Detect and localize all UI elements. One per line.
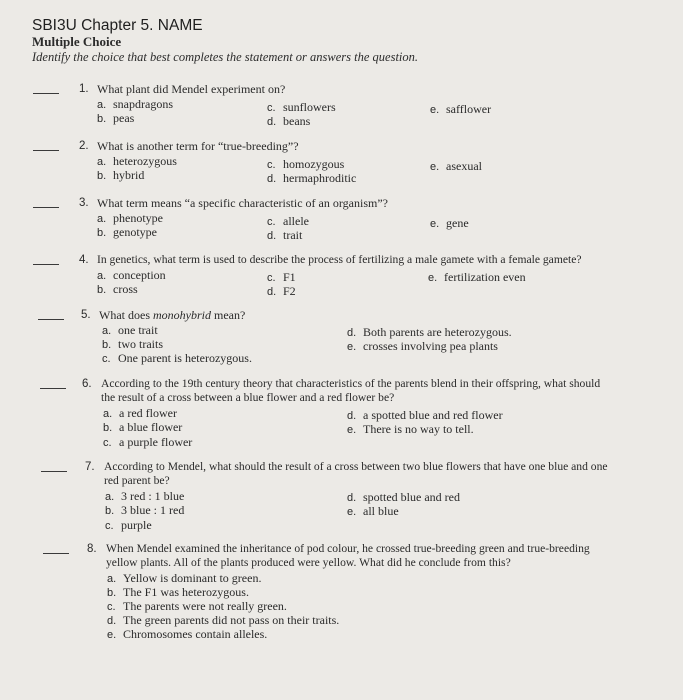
option-text: F1 [283, 270, 296, 284]
option-text: peas [113, 111, 135, 125]
option-d[interactable] [347, 408, 503, 423]
option-letter: d. [107, 615, 117, 627]
option-text: Chromosomes contain alleles. [123, 627, 268, 641]
option-letter: b. [97, 170, 107, 182]
option-letter: a. [97, 156, 107, 168]
option-text: beans [283, 114, 311, 128]
option-text: There is no way to tell. [363, 422, 474, 436]
option-text: genotype [113, 225, 157, 239]
option-e[interactable] [347, 422, 474, 437]
option-text: one trait [118, 323, 158, 337]
option-letter: e. [107, 629, 117, 641]
question-text-line-2: red parent be? [104, 474, 170, 487]
section-heading: Multiple Choice [32, 34, 122, 49]
option-c[interactable] [103, 435, 192, 450]
question-text-line-1: According to Mendel, what should the result of a cross between two blue flowers that have one blue and one [104, 460, 608, 473]
option-letter: b. [107, 587, 117, 599]
option-e[interactable] [430, 159, 482, 174]
option-b[interactable] [97, 111, 134, 126]
option-text: The parents were not really green. [123, 599, 287, 613]
option-letter: d. [347, 410, 357, 422]
option-c[interactable] [107, 599, 287, 614]
option-letter: b. [97, 284, 107, 296]
question-text-emphasis: monohybrid [152, 308, 211, 322]
option-text: asexual [446, 159, 482, 173]
option-letter: c. [105, 520, 114, 532]
option-text: 3 blue : 1 red [121, 503, 185, 517]
option-d[interactable] [267, 284, 296, 299]
option-text: a spotted blue and red flower [363, 408, 503, 422]
question-number: 4. [79, 254, 89, 266]
option-a[interactable] [97, 211, 163, 226]
option-a[interactable] [103, 406, 177, 421]
instructions: Identify the choice that best completes the statement or answers the question. [32, 50, 419, 64]
option-letter: d. [267, 173, 277, 185]
option-text: safflower [446, 102, 492, 116]
option-text: F2 [283, 284, 296, 298]
option-letter: a. [107, 573, 117, 585]
option-letter: b. [105, 505, 115, 517]
option-c[interactable] [105, 518, 152, 533]
option-letter: c. [107, 601, 116, 613]
option-text: Yellow is dominant to green. [123, 571, 262, 585]
option-letter: b. [103, 422, 113, 434]
option-letter: d. [267, 116, 277, 128]
question-text: What is another term for “true-breeding”? [97, 139, 299, 153]
option-d[interactable] [267, 171, 356, 186]
option-letter: a. [103, 408, 113, 420]
question-text-line-2: yellow plants. All of the plants produced were yellow. What did he conclude from this? [106, 556, 511, 569]
option-text: conception [113, 268, 166, 282]
option-text: spotted blue and red [363, 490, 460, 504]
option-letter: a. [105, 491, 115, 503]
option-letter: d. [347, 327, 357, 339]
option-e[interactable] [347, 504, 399, 519]
option-letter: e. [347, 506, 357, 518]
answer-blank-3[interactable] [33, 207, 59, 208]
option-b[interactable] [105, 503, 184, 518]
option-letter: a. [97, 99, 107, 111]
option-letter: a. [97, 213, 107, 225]
option-letter: a. [102, 325, 112, 337]
option-text: hybrid [113, 168, 145, 182]
option-letter: c. [102, 353, 111, 365]
option-text: crosses involving pea plants [363, 339, 498, 353]
option-e[interactable] [428, 270, 526, 285]
option-b[interactable] [97, 225, 157, 240]
option-letter: e. [347, 424, 357, 436]
option-c[interactable] [102, 351, 252, 366]
option-text: a purple flower [119, 435, 193, 449]
question-number: 3. [79, 197, 89, 209]
option-text: two traits [118, 337, 163, 351]
question-text-suffix: mean? [210, 308, 246, 322]
option-a[interactable] [97, 154, 177, 169]
option-text: fertilization even [444, 270, 526, 284]
option-letter: d. [267, 286, 277, 298]
answer-blank-6[interactable] [40, 388, 66, 389]
question-text: In genetics, what term is used to describe the process of fertilizing a male gamete with a female gamete? [97, 253, 582, 266]
option-letter: e. [430, 104, 440, 116]
option-text: phenotype [113, 211, 163, 225]
question-text-line-1: According to the 19th century theory that characteristics of the parents blend in their offspring, what should [101, 377, 601, 390]
option-b[interactable] [102, 337, 163, 352]
answer-blank-1[interactable] [33, 93, 59, 94]
option-b[interactable] [103, 420, 182, 435]
option-c[interactable] [267, 100, 336, 115]
question-number: 8. [87, 543, 97, 555]
option-text: snapdragons [113, 97, 173, 111]
question-number: 6. [82, 378, 92, 390]
answer-blank-8[interactable] [43, 553, 69, 554]
question-number: 1. [79, 83, 89, 95]
option-letter: e. [430, 218, 440, 230]
option-a[interactable] [107, 571, 261, 586]
option-text: a blue flower [119, 420, 183, 434]
option-text: Both parents are heterozygous. [363, 325, 512, 339]
option-letter: e. [347, 341, 357, 353]
option-text: heterozygous [113, 154, 177, 168]
option-text: all blue [363, 504, 399, 518]
option-text: purple [121, 518, 152, 532]
option-e[interactable] [347, 339, 498, 354]
option-text: hermaphroditic [283, 171, 357, 185]
option-a[interactable] [102, 323, 158, 338]
option-text: The F1 was heterozygous. [123, 585, 249, 599]
option-b[interactable] [107, 585, 249, 600]
option-letter: b. [97, 113, 107, 125]
option-text: trait [283, 228, 303, 242]
option-letter: e. [428, 272, 438, 284]
question-text-prefix: What does [99, 308, 153, 322]
option-d[interactable] [347, 490, 460, 505]
option-a[interactable] [97, 97, 173, 112]
answer-blank-2[interactable] [33, 150, 59, 151]
option-d[interactable] [267, 114, 310, 129]
option-letter: d. [347, 492, 357, 504]
option-a[interactable] [97, 268, 166, 283]
option-c[interactable] [267, 157, 344, 172]
option-letter: c. [267, 272, 276, 284]
option-a[interactable] [105, 489, 184, 504]
option-b[interactable] [97, 168, 144, 183]
question-text-line-2: the result of a cross between a blue flower and a red flower be? [101, 391, 395, 404]
option-letter: e. [430, 161, 440, 173]
option-text: cross [113, 282, 138, 296]
question-number: 2. [79, 140, 89, 152]
option-text: allele [283, 214, 309, 228]
option-text: sunflowers [283, 100, 336, 114]
option-letter: c. [267, 216, 276, 228]
answer-blank-5[interactable] [38, 319, 64, 320]
option-text: homozygous [283, 157, 345, 171]
option-text: 3 red : 1 blue [121, 489, 185, 503]
question-text: What plant did Mendel experiment on? [97, 82, 286, 96]
question-number: 7. [85, 461, 95, 473]
option-letter: b. [102, 339, 112, 351]
question-text: What term means “a specific characteristic of an organism”? [97, 196, 388, 210]
question-text-line-1: When Mendel examined the inheritance of pod colour, he crossed true-breeding green and true-breeding [106, 542, 590, 555]
option-text: One parent is heterozygous. [118, 351, 252, 365]
option-b[interactable] [97, 282, 138, 297]
option-text: gene [446, 216, 469, 230]
option-text: a red flower [119, 406, 177, 420]
option-c[interactable] [267, 214, 309, 229]
option-letter: b. [97, 227, 107, 239]
option-d[interactable] [267, 228, 302, 243]
option-d[interactable] [347, 325, 512, 340]
option-text: The green parents did not pass on their traits. [123, 613, 340, 627]
question-text [99, 308, 245, 323]
option-e[interactable] [430, 216, 469, 231]
answer-blank-7[interactable] [41, 471, 67, 472]
answer-blank-4[interactable] [33, 264, 59, 265]
option-d[interactable] [107, 613, 339, 628]
option-letter: c. [103, 437, 112, 449]
option-letter: c. [267, 102, 276, 114]
page-title: SBI3U Chapter 5. NAME [32, 17, 203, 34]
option-e[interactable] [430, 102, 491, 117]
option-letter: d. [267, 230, 277, 242]
option-letter: a. [97, 270, 107, 282]
option-e[interactable] [107, 627, 267, 642]
option-c[interactable] [267, 270, 296, 285]
option-letter: c. [267, 159, 276, 171]
question-number: 5. [81, 309, 91, 321]
